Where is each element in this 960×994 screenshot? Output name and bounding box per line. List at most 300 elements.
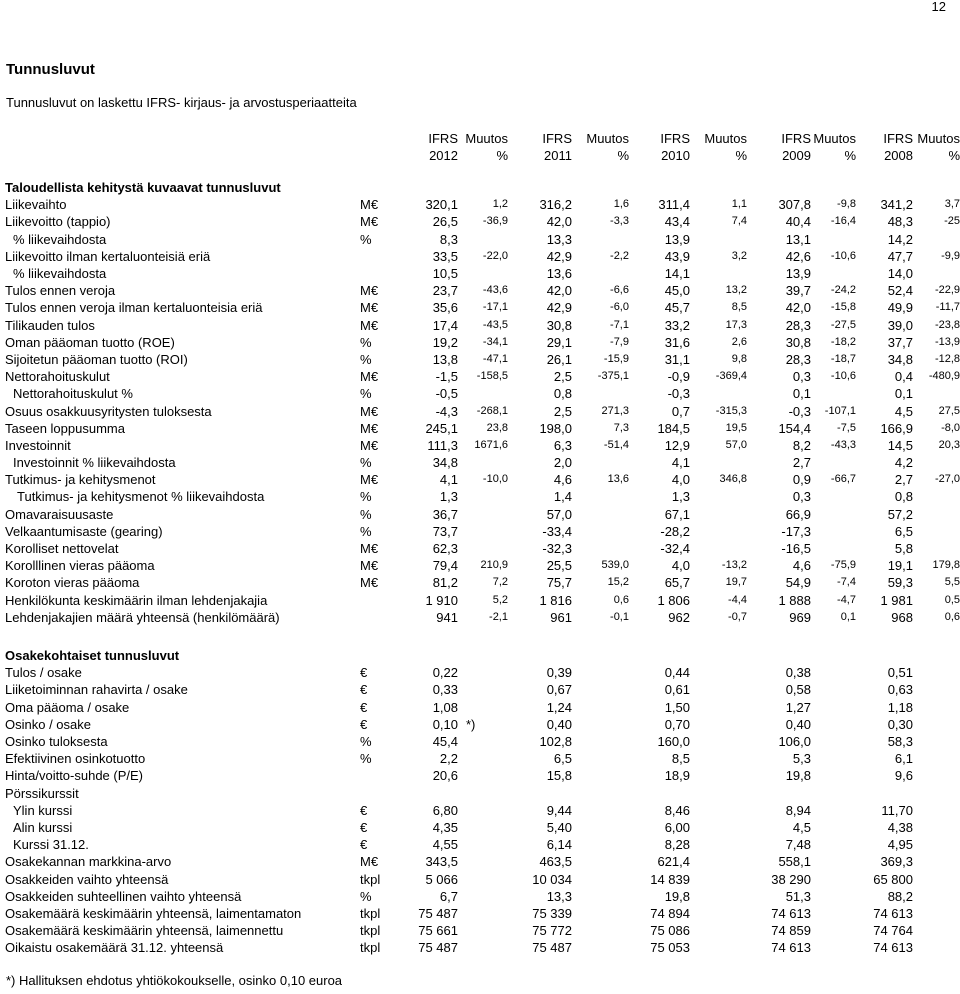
row-label: Pörssikurssit [5,785,79,801]
change-cell: -13,9 [934,335,960,348]
table-row [0,299,960,316]
value-cell: 30,8 [785,334,811,350]
change-cell [690,905,747,922]
change-cell [913,922,960,939]
table-row [0,819,960,836]
header-cell: Muutos [813,131,856,147]
change-cell [572,939,629,956]
change-cell [913,664,960,681]
change-cell: 19,7 [725,576,747,589]
header-cell: % [844,148,856,164]
change-cell [913,265,960,282]
value-cell: 10 034 [532,871,572,887]
change-cell [913,488,960,505]
change-cell [690,265,747,282]
value-cell: 38 290 [771,871,811,887]
value-cell: 1,3 [671,489,690,505]
row-label: Velkaantumisaste (gearing) [5,523,163,539]
value-cell: 47,7 [887,248,913,264]
change-cell: -18,7 [830,352,856,365]
value-cell: 1 806 [657,592,690,608]
change-cell: 8,5 [731,301,747,314]
value-cell: 4,0 [671,472,690,488]
change-cell [690,488,747,505]
row-label: % liikevaihdosta [13,231,107,247]
value-cell: 88,2 [887,888,913,904]
row-unit: % [360,523,372,539]
change-cell: -9,9 [941,249,960,262]
value-cell [856,785,913,802]
change-cell [913,853,960,870]
header-cell: % [735,148,747,164]
value-cell: 81,2 [432,575,458,591]
row-unit: M€ [360,541,379,557]
value-cell: 0,7 [671,403,690,419]
section-title-row [0,179,960,196]
change-cell [572,681,629,698]
table-row [0,385,960,402]
change-cell [458,523,508,540]
change-cell: -158,5 [476,370,508,383]
row-unit: M€ [360,300,379,316]
value-cell: 8,2 [792,437,811,453]
table-row [0,716,960,733]
financial-indicators-table [0,179,960,626]
value-cell: 13,6 [546,266,572,282]
value-cell: 19,8 [785,768,811,784]
value-cell: 34,8 [432,455,458,471]
value-cell: 48,3 [887,214,913,230]
change-cell [572,231,629,248]
change-cell: 1,1 [731,198,747,211]
change-cell [572,454,629,471]
row-label: Liikevoitto ilman kertaluonteisiä eriä [5,248,211,264]
value-cell: 0,8 [553,386,572,402]
row-label: Osuus osakkuusyritysten tuloksesta [5,403,212,419]
column-header [0,130,960,164]
change-cell: -10,6 [830,370,856,383]
change-cell [458,888,508,905]
value-cell: 4,1 [671,455,690,471]
table-row [0,523,960,540]
change-cell: 1,2 [492,198,508,211]
change-cell [811,853,856,870]
change-cell: 57,0 [725,438,747,451]
value-cell: 6,5 [894,523,913,539]
change-cell: -43,5 [482,318,508,331]
value-cell: -32,3 [542,541,572,557]
value-cell: 184,5 [657,420,690,436]
change-cell: -15,9 [603,352,629,365]
change-cell [913,767,960,784]
header-cell: Muutos [586,131,629,147]
row-unit: M€ [360,420,379,436]
table-row [0,540,960,557]
table-row [0,785,960,802]
row-unit [358,592,402,609]
table-row [0,733,960,750]
value-cell: 4,2 [894,455,913,471]
change-cell [458,767,508,784]
change-cell [572,506,629,523]
change-cell: -22,9 [934,284,960,297]
value-cell: -0,3 [667,386,690,402]
change-cell: 23,8 [486,421,508,434]
value-cell: 20,6 [432,768,458,784]
value-cell: 4,6 [792,558,811,574]
change-cell [811,733,856,750]
table-row [0,437,960,454]
value-cell: 558,1 [778,854,811,870]
row-unit: % [360,506,372,522]
header-cell: 2009 [782,148,811,164]
value-cell: -0,9 [667,369,690,385]
header-cell: % [617,148,629,164]
change-cell [458,385,508,402]
value-cell: 0,67 [546,682,572,698]
value-cell: 6,14 [546,837,572,853]
value-cell: -16,5 [781,541,811,557]
change-cell [572,385,629,402]
value-cell: 8,3 [439,231,458,247]
change-cell: 0,6 [613,593,629,606]
value-cell: 13,3 [546,231,572,247]
change-cell: -43,6 [482,284,508,297]
table-row [0,574,960,591]
value-cell: 0,33 [432,682,458,698]
change-cell: -6,6 [610,284,629,297]
value-cell: 0,30 [887,716,913,732]
value-cell: 7,48 [785,837,811,853]
change-cell: 7,2 [492,576,508,589]
change-cell [690,699,747,716]
value-cell: 2,5 [553,369,572,385]
change-cell [690,939,747,956]
header-cell: 2012 [429,148,458,164]
table-row [0,334,960,351]
value-cell: 75 487 [418,940,458,956]
change-cell: *) [466,716,476,732]
row-unit [358,248,402,265]
table-row [0,664,960,681]
change-cell: -36,9 [482,215,508,228]
value-cell: 14,5 [887,437,913,453]
value-cell: 33,2 [664,317,690,333]
change-cell [458,699,508,716]
row-label: Osinko tuloksesta [5,734,108,750]
value-cell: 0,40 [785,716,811,732]
value-cell [629,785,690,802]
change-cell: 5,5 [944,576,960,589]
value-cell: 0,22 [432,665,458,681]
row-unit: M€ [360,854,379,870]
header-cell: % [496,148,508,164]
change-cell: -22,0 [482,249,508,262]
change-cell [572,265,629,282]
header-cell: IFRS [542,131,572,147]
change-cell [811,681,856,698]
table-row [0,471,960,488]
change-cell: -4,4 [728,593,747,606]
row-unit: % [360,351,372,367]
value-cell: 4,95 [887,837,913,853]
change-cell: -480,9 [928,370,960,383]
table-row [0,402,960,419]
change-cell: -315,3 [715,404,747,417]
change-cell: 7,4 [731,215,747,228]
change-cell [572,836,629,853]
row-label: % liikevaihdosta [13,266,107,282]
change-cell: -16,4 [830,215,856,228]
value-cell: 67,1 [664,506,690,522]
header-spacer [358,147,402,164]
value-cell: 19,2 [432,334,458,350]
row-unit: € [360,665,368,681]
change-cell [572,716,629,733]
value-cell: 320,1 [425,197,458,213]
value-cell: 8,28 [664,837,690,853]
value-cell: -0,3 [788,403,811,419]
value-cell: 34,8 [887,351,913,367]
row-unit: % [360,734,372,750]
change-cell: 20,3 [938,438,960,451]
change-cell [458,785,508,802]
change-cell [811,454,856,471]
value-cell: 0,58 [785,682,811,698]
header-spacer [358,130,402,147]
value-cell: 29,1 [546,334,572,350]
change-cell [811,922,856,939]
value-cell: 0,8 [894,489,913,505]
change-cell: -43,3 [830,438,856,451]
change-cell: -24,2 [830,284,856,297]
row-unit: % [360,489,372,505]
table-row [0,699,960,716]
value-cell: 154,4 [778,420,811,436]
row-label: Omavaraisuusaste [5,506,114,522]
row-label: Kurssi 31.12. [13,837,89,853]
change-cell [913,939,960,956]
table-row [0,557,960,574]
value-cell: 14,1 [664,266,690,282]
value-cell: 75,7 [546,575,572,591]
value-cell: 106,0 [778,734,811,750]
header-cell: IFRS [883,131,913,147]
row-label: Taseen loppusumma [5,420,125,436]
change-cell: -3,3 [610,215,629,228]
change-cell: -369,4 [715,370,747,383]
value-cell: 1,18 [887,699,913,715]
table-row [0,888,960,905]
change-cell: -10,0 [482,473,508,486]
row-unit: % [360,888,372,904]
value-cell: 8,5 [671,751,690,767]
value-cell: 0,9 [792,472,811,488]
change-cell [913,454,960,471]
header-cell: 2010 [661,148,690,164]
change-cell [913,231,960,248]
row-unit [358,265,402,282]
row-unit: % [360,334,372,350]
change-cell [690,853,747,870]
change-cell: -15,8 [830,301,856,314]
table-row [0,853,960,870]
change-cell: 5,2 [492,593,508,606]
row-unit: M€ [360,437,379,453]
value-cell: 75 661 [418,923,458,939]
value-cell: 75 772 [532,923,572,939]
value-cell: 4,5 [792,819,811,835]
value-cell: 31,6 [664,334,690,350]
change-cell: -268,1 [476,404,508,417]
change-cell [690,819,747,836]
table-row [0,454,960,471]
table-row [0,213,960,230]
value-cell: 49,9 [887,300,913,316]
table-row [0,592,960,609]
change-cell [913,733,960,750]
value-cell: 0,1 [792,386,811,402]
header-cell: Muutos [704,131,747,147]
change-cell [572,922,629,939]
value-cell: 75 487 [532,940,572,956]
value-cell: -17,3 [781,523,811,539]
change-cell: -10,6 [830,249,856,262]
change-cell [458,802,508,819]
value-cell: 0,38 [785,665,811,681]
row-unit: M€ [360,575,379,591]
value-cell: 13,1 [785,231,811,247]
value-cell: 19,8 [664,888,690,904]
value-cell: 45,7 [664,300,690,316]
value-cell: 1,27 [785,699,811,715]
value-cell: 11,70 [881,802,913,818]
change-cell [690,540,747,557]
change-cell: -18,2 [830,335,856,348]
header-cell: 2011 [544,148,572,164]
change-cell [458,905,508,922]
table-row [0,231,960,248]
row-unit: € [360,699,368,715]
value-cell: 43,9 [664,248,690,264]
value-cell: 13,9 [664,231,690,247]
value-cell: 54,9 [785,575,811,591]
value-cell: 0,10 [432,716,458,732]
table-row [0,317,960,334]
change-cell [572,802,629,819]
value-cell: 5 066 [425,871,458,887]
row-label: Nettorahoituskulut [5,369,110,385]
row-unit: € [360,682,368,698]
change-cell [913,870,960,887]
change-cell [690,785,747,802]
value-cell: 9,6 [894,768,913,784]
value-cell: 17,4 [432,317,458,333]
value-cell: 0,1 [894,386,913,402]
row-unit: M€ [360,317,379,333]
table-row [0,368,960,385]
value-cell: 111,3 [427,437,458,453]
change-cell: 179,8 [932,559,960,572]
change-cell: -23,8 [934,318,960,331]
per-share-indicators-table [0,647,960,956]
page-title: Tunnusluvut [6,61,95,78]
value-cell: 75 487 [418,905,458,921]
change-cell [811,836,856,853]
row-unit: tkpl [360,923,381,939]
change-cell: -7,1 [610,318,629,331]
change-cell [690,681,747,698]
change-cell: 7,3 [613,421,629,434]
value-cell: 65 800 [873,871,913,887]
value-cell: 343,5 [425,854,458,870]
change-cell [572,488,629,505]
value-cell: 1 910 [425,592,458,608]
value-cell: 2,2 [439,751,458,767]
change-cell: 15,2 [607,576,629,589]
row-unit [358,609,402,626]
change-cell [690,733,747,750]
change-cell: -2,1 [489,610,508,623]
value-cell: 73,7 [432,523,458,539]
row-unit: % [360,386,372,402]
value-cell: 341,2 [880,197,913,213]
change-cell: -7,4 [837,576,856,589]
row-unit: € [360,802,368,818]
value-cell: 26,1 [546,351,572,367]
value-cell: 1,50 [664,699,690,715]
value-cell: 6,00 [664,819,690,835]
value-cell: 4,5 [894,403,913,419]
change-cell [811,385,856,402]
change-cell [458,922,508,939]
change-cell: -0,1 [610,610,629,623]
change-cell: -13,2 [721,559,747,572]
change-cell [458,231,508,248]
value-cell: 33,5 [432,248,458,264]
value-cell: 26,5 [432,214,458,230]
change-cell [458,853,508,870]
change-cell: -6,0 [610,301,629,314]
table-row [0,939,960,956]
row-unit: % [360,231,372,247]
value-cell: 1 981 [880,592,913,608]
header-cell: IFRS [428,131,458,147]
change-cell [811,870,856,887]
value-cell: 74 613 [771,905,811,921]
value-cell: 74 764 [873,923,913,939]
value-cell: 23,7 [432,283,458,299]
value-cell: 5,40 [546,819,572,835]
value-cell: 0,40 [546,716,572,732]
value-cell: 8,94 [785,802,811,818]
table-row [0,767,960,784]
row-label: Korolliset nettovelat [5,541,119,557]
value-cell: 1,24 [546,699,572,715]
section-title-row [0,647,960,664]
change-cell: 346,8 [719,473,747,486]
change-cell [913,385,960,402]
table-row [0,196,960,213]
value-cell: 8,46 [664,802,690,818]
value-cell: 37,7 [887,334,913,350]
row-unit: € [360,837,368,853]
value-cell: 1,4 [553,489,572,505]
value-cell: 198,0 [539,420,572,436]
change-cell: 0,6 [944,610,960,623]
value-cell: 25,5 [546,558,572,574]
change-cell: 9,8 [731,352,747,365]
